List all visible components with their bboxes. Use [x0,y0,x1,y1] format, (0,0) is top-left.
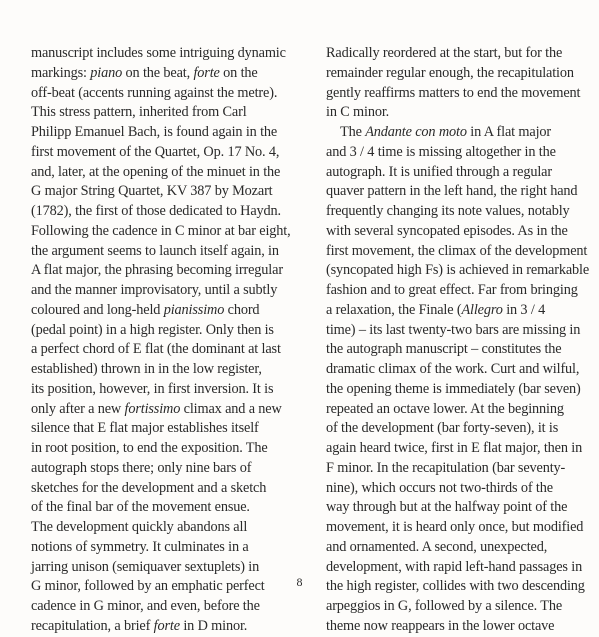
italic-term: forte [153,617,180,634]
text-run: (pedal point) in a high register. Only then is [31,321,274,338]
text-run: the argument seems to launch itself again, in [31,242,279,259]
right-text-column [326,44,590,637]
text-line [31,538,283,558]
text-run: autograph. It is unified through a regular [326,163,552,180]
text-run: autograph stops there; only nine bars of [31,459,252,476]
text-run: jarring unison (semiquaver sextuplets) in [31,558,260,575]
text-run: G minor, followed by an emphatic perfect [31,578,265,595]
text-line [326,400,572,420]
text-line [326,202,572,222]
text-run: notions of symmetry. It culminates in a [31,538,249,555]
text-run: the high register, collides with two descending [326,578,585,595]
text-run: movement, it is heard only once, but modified [326,519,584,535]
text-run: in 3 / 4 [502,301,546,318]
text-line [31,321,283,341]
text-run: and 3 / 4 time is missing altogether in the [326,143,556,160]
text-run: recapitulation, a brief [31,617,154,634]
text-run: in A flat major [466,124,552,140]
text-line [31,617,283,637]
text-line [326,439,583,459]
text-run: and ornamented. A second, unexpected, [326,538,548,555]
text-line [31,163,283,183]
text-run: of the development (bar forty-seven), it is [326,420,559,437]
text-line [31,84,283,104]
text-line [31,202,283,222]
text-run: time) – its last twenty-two bars are missing in [326,321,581,338]
text-line [326,103,572,123]
text-run: (1782), the first of those dedicated to Haydn. [31,203,281,219]
text-run: A flat major, the phrasing becoming irregular [31,262,283,279]
text-line [31,340,283,360]
text-line [31,419,283,439]
text-line [31,222,291,242]
text-line [31,301,283,321]
text-line [326,242,588,262]
text-run: Following the cadence in C minor at bar eight, [31,222,291,239]
text-run: (syncopated high Fs) is achieved in remarkable [326,262,590,279]
text-line [326,360,580,380]
text-run: and the manner improvisatory, until a subtly [31,282,278,298]
text-line [326,518,584,538]
text-run: way through but at the halfway point of the [326,499,568,516]
text-run: dramatic climax of the work. Curt and wilful, [326,361,580,377]
text-run: theme now reappears in the lower octave [326,617,555,634]
text-line [326,182,578,202]
text-run: The [340,124,366,140]
text-run: off-beat (accents running against the metre). [31,84,278,101]
text-run: a relaxation, the Finale ( [326,301,462,318]
text-line [326,479,572,499]
text-line [326,617,572,637]
text-run: This stress pattern, inherited from Carl [31,104,247,121]
text-line [31,518,283,538]
text-line [326,419,572,439]
text-run: coloured and long-held [31,301,164,318]
text-run: first movement of the Quartet, Op. 17 No. 4, [31,143,280,160]
text-run: on the [219,64,258,81]
italic-term: forte [193,64,220,81]
text-run: frequently changing its note values, notably [326,203,570,219]
text-run: F minor. In the recapitulation (bar seventy- [326,459,566,476]
text-line [326,222,572,242]
text-line [31,360,283,380]
text-run: in root position, to end the exposition. The [31,440,268,456]
text-line [31,380,283,400]
text-line [326,84,581,104]
text-line [326,261,590,281]
text-run: markings: [31,64,91,81]
text-run: sketches for the development and a sketch [31,479,267,496]
text-run: arpeggios in G, followed by a silence. The [326,598,563,614]
text-run: repeated an octave lower. At the beginning [326,400,564,417]
text-run: gently reaffirms matters to end the movement [326,84,581,101]
text-run: quaver pattern in the left hand, the right hand [326,183,578,200]
italic-term: Andante con moto [365,124,467,140]
text-line [31,281,283,301]
text-run: The development quickly abandons all [31,519,248,535]
text-line [31,459,283,479]
text-run: on the beat, [122,64,194,81]
text-run: Radically reordered at the start, but for the [326,45,563,61]
italic-term: fortissimo [124,400,181,417]
text-run: first movement, the climax of the development [326,242,588,259]
text-line [326,597,572,617]
italic-term: Allegro [461,301,503,318]
text-line [31,400,283,420]
text-line [326,44,572,64]
text-run: development, with rapid left-hand passages in [326,558,583,575]
text-run: Philipp Emanuel Bach, is found again in the [31,124,278,140]
text-line [326,143,572,163]
italic-term: piano [90,64,123,81]
text-run: fashion and to great effect. Far from bringing [326,282,578,298]
text-line [31,242,283,262]
italic-term: pianissimo [163,301,225,318]
text-line [31,439,283,459]
text-run: of the final bar of the movement ensue. [31,499,250,516]
text-line [31,64,283,84]
text-run: only after a new [31,400,125,417]
text-line [326,281,578,301]
text-run: silence that E flat major establishes itself [31,420,259,437]
text-line [326,123,572,143]
text-line [326,321,581,341]
text-run: the opening theme is immediately (bar seven) [326,380,581,397]
text-run: cadence in G minor, and even, before the [31,598,260,614]
text-run: manuscript includes some intriguing dynamic [31,45,286,61]
text-line [31,597,283,617]
text-run: with several syncopated episodes. As in the [326,222,568,239]
text-line [31,44,286,64]
text-line [31,123,283,143]
text-run: nine), which occurs not two-thirds of the [326,479,553,496]
page-number: 8 [296,575,303,589]
text-line [31,479,283,499]
text-run: remainder regular enough, the recapitulation [326,64,574,81]
text-run: again heard twice, first in E flat major, then in [326,440,583,456]
text-line [31,182,283,202]
left-text-column [31,44,291,637]
text-line [31,261,283,281]
text-run: established) thrown in in the low register, [31,361,262,377]
text-line [31,498,283,518]
text-line [326,301,572,321]
text-line [326,538,572,558]
text-run: G major String Quartet, KV 387 by Mozart [31,183,273,200]
text-run: a perfect chord of E flat (the dominant at last [31,341,281,358]
text-line [31,103,283,123]
text-line [326,64,572,84]
text-line [326,459,572,479]
text-line [326,498,572,518]
text-run: the autograph manuscript – constitutes the [326,341,562,358]
text-line [31,143,283,163]
text-run: its position, however, in first inversion. It is [31,380,274,397]
text-line [326,340,572,360]
text-run: climax and a new [180,400,282,417]
text-run: and, later, at the opening of the minuet in the [31,163,281,180]
text-run: chord [224,301,260,318]
text-line [326,380,581,400]
text-run: in C minor. [326,104,390,121]
text-run: in D minor. [179,617,248,634]
text-line [326,163,572,183]
